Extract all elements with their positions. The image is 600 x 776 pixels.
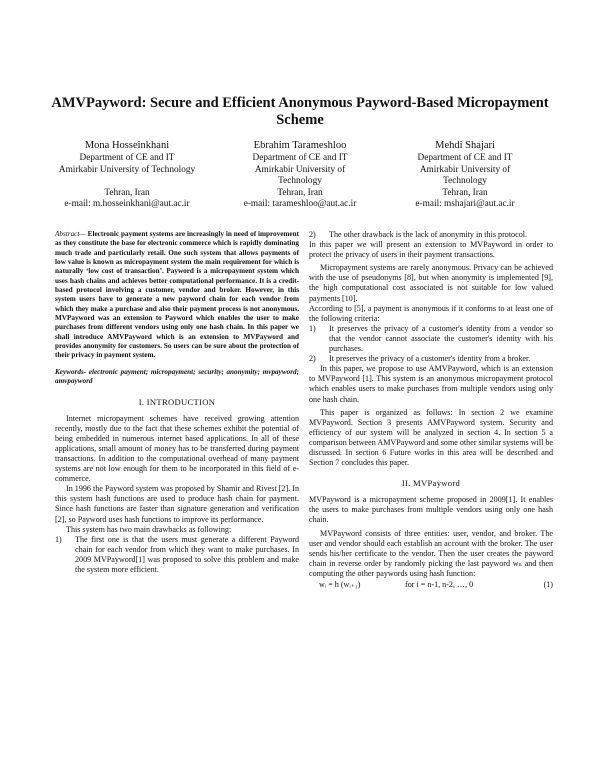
author-location: Tehran, Iran — [277, 187, 323, 198]
list-number: 1) — [309, 323, 316, 333]
author-affiliation: Technology — [443, 176, 487, 187]
list-number: 2) — [309, 230, 316, 239]
author-name: Ebrahim Tarameshloo — [253, 140, 347, 151]
paragraph: This paper is organized as follows: In section 2 we examine MVPayword. Section 3 presents AMVPayword system. Security and efficiency of our system will be analyzed in section 4. In section 5 a comparison between AMVPayword and some other similar systems will be discussed. In section 6 Future works in this area will be described and Section 7 concludes this paper. — [309, 407, 553, 468]
author-2 — [215, 140, 385, 210]
author-spacer — [42, 176, 212, 187]
list-text: The other drawback is the lack of anonymity in this protocol. — [329, 230, 528, 239]
author-affiliation: Technology — [278, 176, 322, 187]
equation-condition: for i = n-1, n-2, …, 0 — [405, 580, 474, 589]
left-column — [55, 230, 299, 575]
abstract — [55, 230, 299, 361]
list-item — [55, 535, 299, 575]
list-item — [309, 324, 553, 354]
author-affiliation: Department of CE and IT — [79, 153, 175, 164]
abstract-text: Electronic payment systems are increasingly in need of improvement as they constitute the base for electronic commerce which is rapidly dominating much trade and particularly retail. One such system that allows payments of low value is known as micropayment system the main requirement for which is naturally ‘low cost of transaction’. Payword is a micropayment system which uses hash chains and achieves better computational performance. It is a credit-based protocol involving a customer, vendor and broker. However, in this system users have to generate a new payword chain for each vendor from which they make a purchase and also their payment process is not anonymous. MVPayword was an extension to Payword which enables the user to make purchases from different vendors using only one hash chain. In this paper we shall introduce AMVPayword which is an extension to MVPayword and provides anonymity for customers. So users can be sure about the protection of their privacy in payment system. — [55, 230, 299, 360]
abstract-label: Abstract— — [55, 230, 86, 238]
author-email: e-mail: mshajari@aut.ac.ir — [415, 199, 515, 210]
author-email: e-mail: m.hosseinkhani@aut.ac.ir — [64, 199, 190, 210]
paragraph: Internet micropayment schemes have received growing attention recently, mostly due to the fact that these schemes exhibit the potential of being embedded in numerous internet based applications. In all of these applications, small amount of money has to be transferred during payment transactions. In addition to the computational overhead of many payment systems are not low enough for them to be incorporated in this field of e-commerce. — [55, 413, 299, 484]
paragraph: MVPayword is a micropayment scheme proposed in 2009[1]. It enables the users to make purchases from multiple vendors using only one hash chain. — [309, 495, 553, 525]
right-column — [309, 230, 553, 590]
section-heading-introduction: I. INTRODUCTION — [138, 396, 216, 407]
author-location: Tehran, Iran — [104, 187, 150, 198]
author-affiliation: Department of CE and IT — [252, 153, 348, 164]
paragraph: In 1996 the Payword system was proposed by Shamir and Rivest [2]. In this system hash functions are used to produce hash chain for payment. Since hash functions are faster than signature generation and verification [2], so Payword uses hash functions to improve its performance. — [55, 484, 299, 524]
author-name: Mehdi Shajari — [435, 140, 495, 151]
list-number: 2) — [309, 354, 316, 364]
list-text: The first one is that the users must generate a different Payword chain for each vendor from which they want to make purchases. In 2009 MVPayword[1] was proposed to solve this problem and make the system more efficient. — [75, 534, 299, 574]
paragraph: This system has two main drawbacks as following: — [66, 524, 232, 534]
paragraph: According to [5], a payment is anonymous if it conforms to at least one of the following criteria: — [309, 303, 553, 323]
section-heading-mvpayword: II. MVPayword — [401, 478, 461, 489]
equation-expression: wᵢ = h (wᵢ₊₁) — [319, 580, 361, 589]
paragraph: In this paper, we propose to use AMVPayword, which is an extension to MVPayword [1]. This system is an anonymous micropayment protocol which enables users to make purchases from multiple vendors using only one hash chain. — [309, 364, 553, 404]
equation — [309, 580, 553, 590]
author-affiliation: Amirkabir University of Technology — [58, 164, 196, 175]
paragraph: MVPayword consists of three entities: user, vendor, and broker. The user and vendor should each establish an account with the broker. The user sends his/her certificate to the vendor. Then the user creates the payword chain in reverse order by randomly picking the last payword wₙ and then computing the other paywords using hash function: — [309, 528, 553, 578]
paper-title: AMVPayword: Secure and Efficient Anonymous Payword-Based Micropayment Scheme — [51, 95, 549, 128]
author-3 — [380, 140, 550, 210]
equation-number: (1) — [543, 580, 553, 589]
list-number: 1) — [55, 534, 62, 544]
author-affiliation: Department of CE and IT — [417, 153, 513, 164]
list-item — [309, 230, 553, 240]
paragraph: Micropayment systems are rarely anonymous. Privacy can be achieved with the use of pseudonyms [8], but when anonymity is implemented [9], the high computational cost associated is not suitable for low valued payments [10]. — [309, 263, 553, 303]
paragraph: In this paper we will present an extension to MVPayword in order to protect the privacy of users in their payment transactions. — [309, 240, 553, 260]
author-name: Mona Hosseinkhani — [84, 140, 170, 151]
keywords: Keywords- electronic payment; micropayment; security; anonymity; mvpayword; amvpayword — [55, 367, 299, 386]
author-location: Tehran, Iran — [442, 187, 488, 198]
author-affiliation: Amirkabir University of — [419, 164, 511, 175]
list-text: It preserves the privacy of a customer's identity from a vendor so that the vendor cannot associate the customer's identity with his purchases. — [329, 323, 553, 354]
list-item — [309, 354, 553, 364]
author-1 — [42, 140, 212, 210]
author-email: e-mail: tarameshloo@aut.ac.ir — [243, 199, 357, 210]
author-affiliation: Amirkabir University of — [254, 164, 346, 175]
list-text: It preserves the privacy of a customer's identity from a broker. — [329, 354, 531, 364]
